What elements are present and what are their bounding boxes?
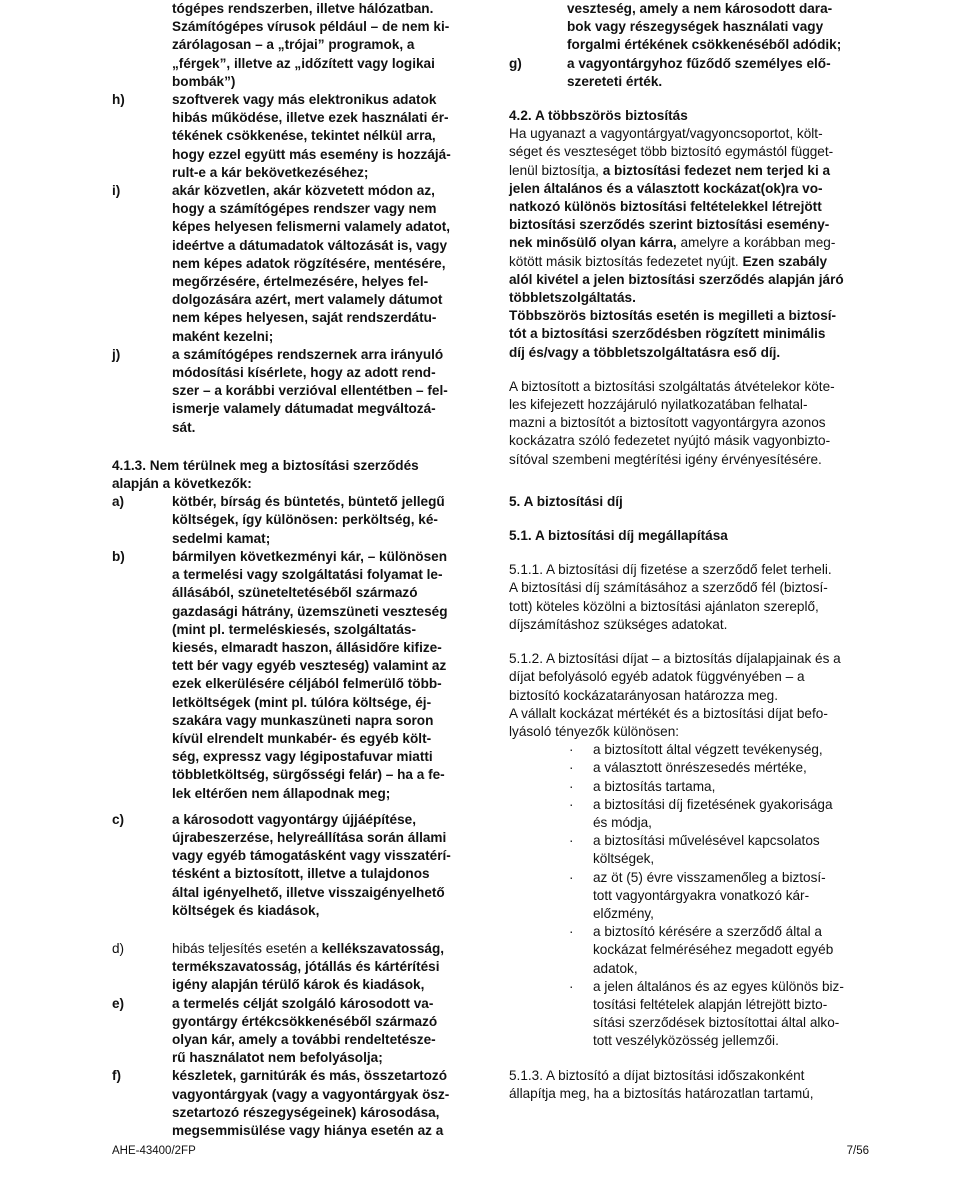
- item-label: j): [112, 346, 121, 362]
- list-item-e: [112, 995, 458, 1068]
- item-label: e): [112, 995, 125, 1011]
- item-label: h): [112, 92, 125, 108]
- text-normal: Ha ugyanazt a vagyontárgyat/vagyoncsoportot, költ- séget és veszteséget több biztosító egymástól függet- lenül biztosítja,: [509, 126, 834, 178]
- list-item: [509, 832, 849, 868]
- item-text-bold-rest: termékszavatosság, jótállás és kártérítési igény alapján térülő károk és kiadások,: [172, 959, 440, 993]
- list-item-j: [112, 346, 458, 437]
- bullet-icon: ·: [569, 833, 574, 849]
- list-item-f: [112, 1067, 458, 1140]
- item-text: a számítógépes rendszernek arra irányuló módosítási kísérlete, hogy az adott rend- szer – a korábbi verzióval ellentétben – fel- ismerje valamely dátumadat megváltozá- sát.: [172, 346, 448, 435]
- section-heading-413: 4.1.3. Nem térülnek meg a biztosítási szerződés alapján a következők:: [112, 457, 419, 492]
- left-column: [112, 0, 458, 1140]
- list-item-text: a jelen általános és az egyes különös biz- tosítási feltételek alapján létrejött bizto- sítási szerződések biztosítottai által alko- tott veszélyközösség jellemzői.: [593, 978, 844, 1049]
- g-lead: [509, 0, 849, 55]
- item-label: d): [112, 940, 125, 956]
- list-item-text: a biztosítás tartama,: [593, 778, 716, 794]
- bullet-icon: ·: [569, 924, 574, 940]
- paragraph-4-2-2: A biztosított a biztosítási szolgáltatás átvételekor köte- les kifejezett hozzájáruló nyilatkozatában felhatal- mazni a biztosítót a biztosított vagyontárgyra azonos kockázatra szóló fedezetet nyújtó másik vagyonbizto- sítóval szembeni megtérítési igény érvényesítésére.: [509, 378, 835, 467]
- paragraph-5-1-2: 5.1.2. A biztosítási díjat – a biztosítás díjalapjainak és a díjat befolyásoló egyéb adatok függvényében – a biztosító kockázatarányosan határozza meg. A vállalt kockázat mértékét és a biztosítási díjat befo- lyásoló tényezők különösen:: [509, 651, 841, 739]
- intro-continuation: [112, 0, 458, 91]
- list-item: [509, 778, 849, 796]
- item-label: g): [509, 55, 522, 71]
- item-label: b): [112, 548, 125, 564]
- item-text-bold: kellékszavatosság,: [321, 940, 445, 956]
- list-item: [509, 978, 849, 1051]
- item-text: készletek, garnitúrák és más, összetartozó vagyontárgyak (vagy a vagyontárgyak ösz- szetartozó részegységeinek) károsodása, megsemmisülése vagy hiánya esetén az a: [172, 1068, 450, 1138]
- list-item-h: [112, 91, 458, 182]
- list-item-text: a biztosítási díj fizetésének gyakorisága és módja,: [593, 796, 833, 830]
- page-number: 7/56: [846, 1145, 869, 1157]
- list-item-i: [112, 182, 458, 346]
- item-text: akár közvetlen, akár közvetett módon az, hogy a számítógépes rendszer vagy nem képes helyesen felismerni valamely adatot, ideértve a dátumadatok változását is, vagy nem képes adatok rögzítésére, mentésére, megőrzésére, értelmezésére, helyes fel- dolgozására azért, mert valamely dátumot nem képes helyesen, saját rendszerdátu- maként kezelni;: [172, 183, 451, 344]
- item-label: f): [112, 1068, 122, 1084]
- item-label: i): [112, 183, 121, 199]
- paragraph-5-1-3: 5.1.3. A biztosító a díjat biztosítási időszakonként állapítja meg, ha a biztosítás határozatlan tartamú,: [509, 1067, 814, 1101]
- bullet-icon: ·: [569, 760, 574, 776]
- paragraph-4-2-1: [509, 125, 849, 362]
- item-label: a): [112, 494, 125, 510]
- paragraph-5-1-1: 5.1.1. A biztosítási díj fizetése a szerződő felet terheli. A biztosítási díj számításához a szerződő fél (biztosí- tott) köteles közölni a biztosítási ajánlaton szereplő, díjszámításhoz szükséges adatokat.: [509, 562, 832, 632]
- bullet-icon: ·: [569, 869, 574, 885]
- list-item-g: [509, 55, 849, 91]
- heading-4-2: 4.2. A többszörös biztosítás: [509, 108, 688, 124]
- text-normal: amelyre a korábban meg- kötött másik biztosítás fedezetet nyújt.: [509, 235, 836, 269]
- list-item: [509, 741, 849, 759]
- bullet-icon: ·: [569, 742, 574, 758]
- bullet-icon: ·: [569, 796, 574, 812]
- list-item: [509, 923, 849, 978]
- item-text: kötbér, bírság és büntetés, büntető jellegű költségek, így különösen: perköltség, ké- sedelmi kamat;: [172, 494, 445, 546]
- document-code: AHE-43400/2FP: [112, 1145, 196, 1157]
- list-item-text: a biztosító kérésére a szerződő által a kockázat felméréséhez megadott egyéb adatok,: [593, 924, 834, 976]
- text-bold: a biztosítási fedezet nem terjed ki a jelen általános és a választott kockázat(ok)ra vo- natkozó különös biztosítási feltételekkel létrejött biztosítási szerződés szerint biztosítási esemény- nek minősülő olyan kárra,: [509, 162, 831, 251]
- g-lead-text: veszteség, amely a nem károsodott dara- bok vagy részegységek használati vagy forgalmi értékének csökkenéséből adódik;: [567, 1, 842, 53]
- factor-list: [509, 741, 849, 1050]
- list-item: [509, 759, 849, 777]
- heading-5: 5. A biztosítási díj: [509, 493, 623, 509]
- list-item-text: a választott önrészesedés mértéke,: [593, 760, 807, 776]
- list-item: [509, 869, 849, 924]
- list-item-d: [112, 940, 458, 995]
- item-text: a termelés célját szolgáló károsodott va- gyontárgy értékcsökkenéséből származó olyan kár, amely a további rendeltetésze- rű használatot nem befolyásolja;: [172, 995, 438, 1066]
- list-item-text: az öt (5) évre visszamenőleg a biztosí- tott vagyontárgyakra vonatkozó kár- előzmény,: [593, 869, 826, 921]
- list-item-text: a biztosított által végzett tevékenység,: [593, 742, 823, 758]
- list-item-text: a biztosítási művelésével kapcsolatos költségek,: [593, 833, 820, 867]
- list-item-a: [112, 493, 458, 548]
- item-text: szoftverek vagy más elektronikus adatok hibás működése, illetve ezek használati ér- tékének csökkenése, tekintet nélkül arra, hogy ezzel együtt más esemény is hozzájá- rult-e a kár bekövetkezéséhez;: [172, 92, 451, 180]
- list-item: [509, 796, 849, 832]
- bullet-icon: ·: [569, 978, 574, 994]
- list-item-c: [112, 811, 458, 920]
- item-text: a károsodott vagyontárgy újjáépítése, újrabeszerzése, helyreállítása során állami vagy egyéb támogatásként vagy visszatérí- tésként a biztosított, illetve a tulajdonos által igényelhető, illetve visszaigényelhető költségek és kiadások,: [172, 811, 451, 918]
- item-text-normal: hibás teljesítés esetén a: [172, 940, 322, 956]
- intro-text: tógépes rendszerben, illetve hálózatban. Számítógépes vírusok például – de nem ki- zárólagosan – a „trójai” programok, a „férgek”, illetve az „időzített vagy logikai bombák”): [172, 1, 450, 89]
- list-item-b: [112, 548, 458, 803]
- item-text: bármilyen következményi kár, – különösen a termelési vagy szolgáltatási folyamat le- állásából, szüneteltetéséből származó gazdasági hátrány, üzemszüneti veszteség (mint pl. termeléskiesés, szolgáltatás- kiesés, elmaradt haszon, állásidőre kifize- tett bér vagy egyéb veszteség) valamint az ezek elkerülésére céljából felmerülő több- letköltségek (mint pl. túlóra költsége, éj- szakára vagy munkaszüneti napra soron kívül elrendelt munkabér- és egyéb költ- ség, expressz vagy légipostafuvar miatti többletköltség, sürgősségi felár) – ha a fe- lek eltérően nem állapodnak meg;: [172, 548, 448, 801]
- item-label: c): [112, 811, 125, 827]
- text-bold: Ezen szabály alól kivétel a jelen biztosítási szerződés alapján járó többletszolgáltatás. Többszörös biztosítás esetén is megilleti a biztosí- tót a biztosítási szerződésben rögzített minimális díj és/vagy a többletszolgáltatásra eső díj.: [509, 253, 844, 360]
- item-text: a vagyontárgyhoz fűződő személyes elő- szereteti érték.: [567, 55, 831, 89]
- bullet-icon: ·: [569, 778, 574, 794]
- right-column: [509, 0, 849, 1103]
- heading-5-1: 5.1. A biztosítási díj megállapítása: [509, 528, 728, 544]
